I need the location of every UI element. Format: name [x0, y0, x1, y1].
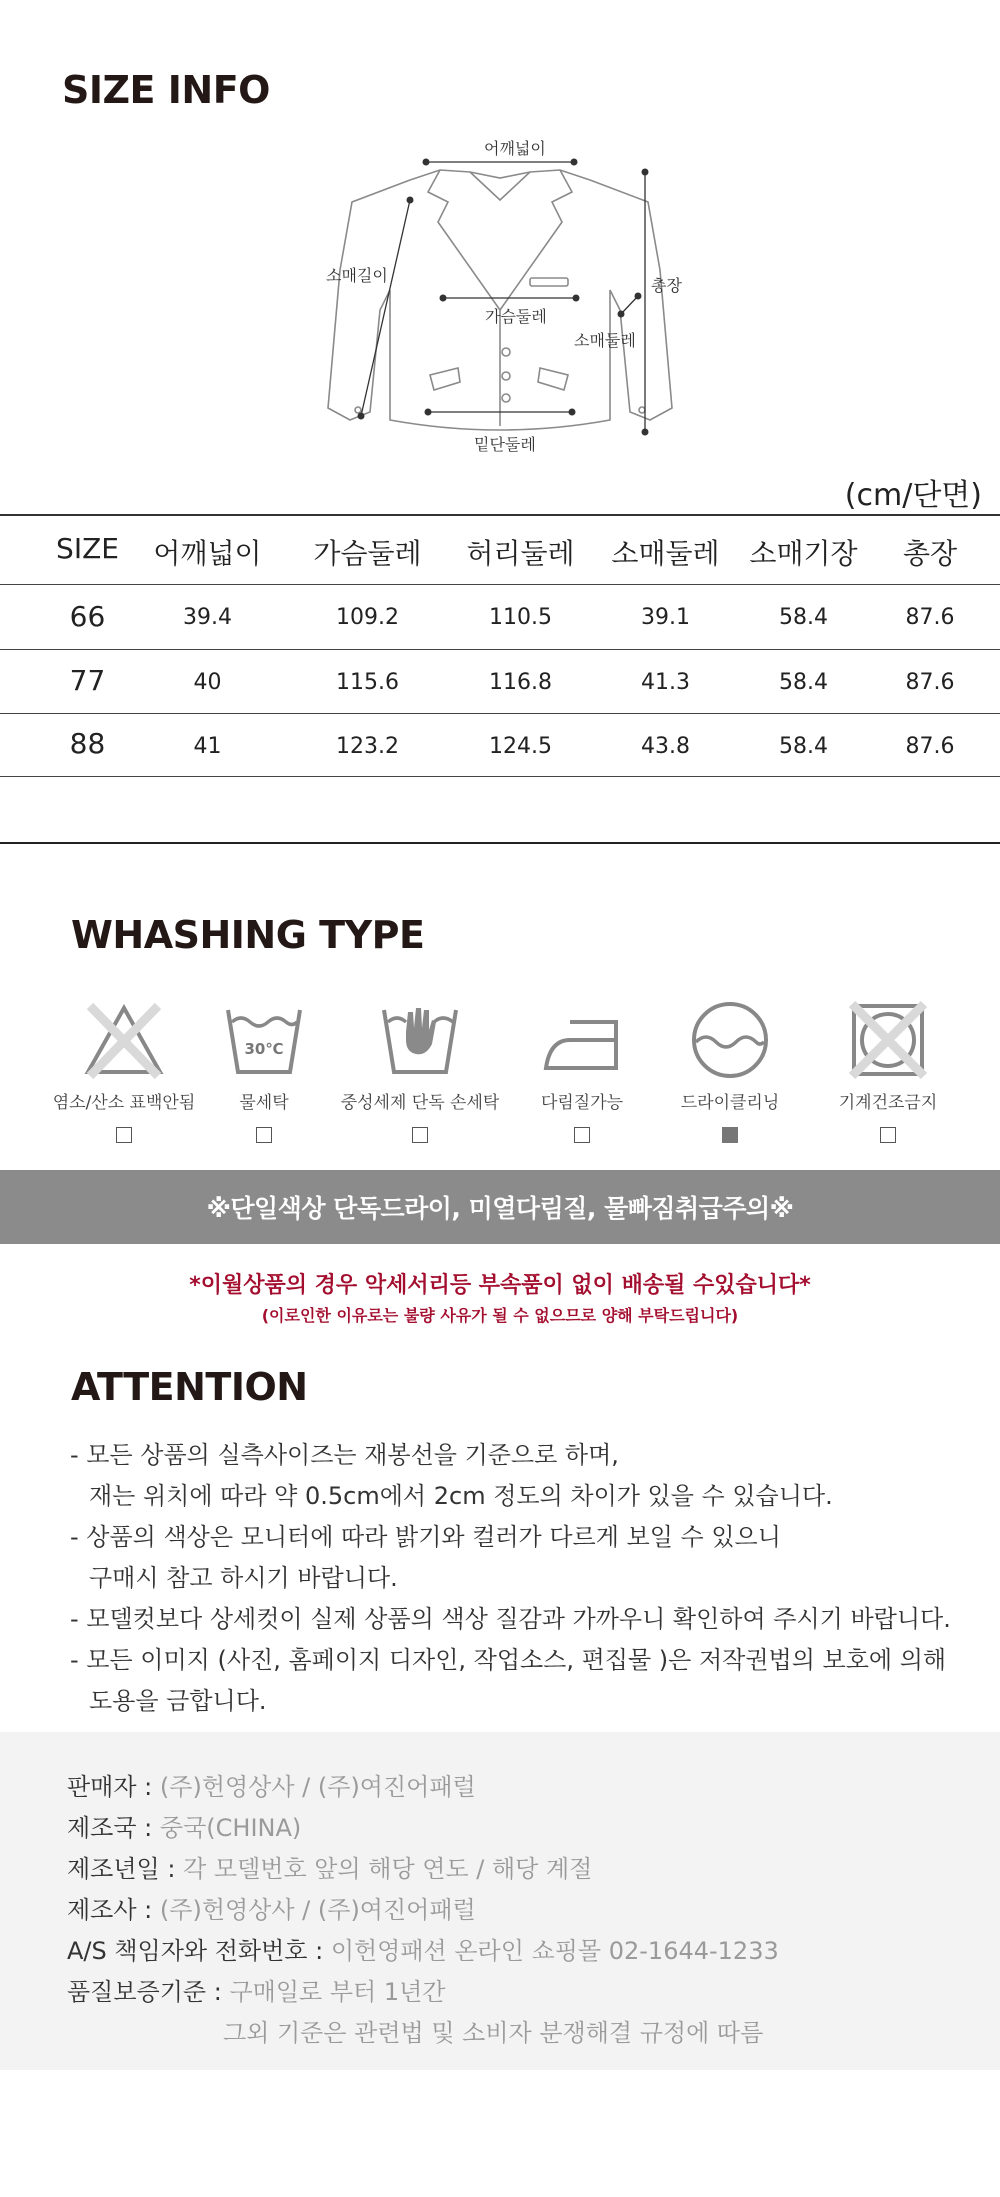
cell-size: 77 — [69, 664, 106, 697]
info-date: 제조년일 : 각 모델번호 앞의 해당 연도 / 해당 계절 — [67, 1855, 593, 1883]
info-country: 제조국 : 중국(CHINA) — [67, 1814, 302, 1842]
info-warranty-extra: 그외 기준은 관련법 및 소비자 분쟁해결 규정에 따름 — [223, 2019, 764, 2047]
cell-sleeve-circ: 43.8 — [641, 734, 690, 759]
cell-shoulder: 39.4 — [183, 605, 232, 630]
hand-wash-icon — [378, 1000, 462, 1080]
table-row — [0, 715, 1000, 777]
attention-line: - 상품의 색상은 모니터에 따라 밝기와 컬러가 다르게 보일 수 있으니 — [70, 1523, 781, 1551]
header-shoulder: 어깨넓이 — [153, 537, 262, 570]
cell-total: 87.6 — [905, 670, 955, 695]
cell-chest: 115.6 — [336, 670, 399, 695]
no-bleach-icon — [82, 1000, 166, 1080]
attention-title: ATTENTION — [71, 1365, 308, 1409]
table-row — [0, 586, 1000, 648]
cell-size: 88 — [69, 727, 106, 760]
wash-label: 다림질가능 — [540, 1093, 624, 1113]
no-tumble-dry-icon — [846, 1000, 930, 1080]
table-top-border — [0, 514, 1000, 516]
size-table-header — [0, 514, 1000, 582]
washing-title: WHASHING TYPE — [71, 913, 425, 957]
label-hem: 밑단둘레 — [474, 435, 536, 454]
cell-waist: 124.5 — [489, 734, 552, 759]
wash-checkbox[interactable] — [116, 1127, 132, 1143]
iron-icon — [540, 1000, 624, 1080]
cell-shoulder: 40 — [193, 670, 222, 695]
cell-sleeve-length: 58.4 — [779, 605, 828, 630]
wash-30-icon — [222, 1000, 306, 1080]
care-warning-banner: ※단일색상 단독드라이, 미열다림질, 물빠짐취급주의※ — [0, 1170, 1000, 1244]
cell-waist: 116.8 — [489, 670, 552, 695]
label-sleeve-circ: 소매둘레 — [574, 331, 636, 350]
notice-line-2: (이로인한 이유로는 불량 사유가 될 수 없으므로 양해 부탁드립니다) — [261, 1306, 739, 1325]
wash-label: 물세탁 — [239, 1093, 289, 1113]
attention-line: 도용을 금합니다. — [89, 1687, 267, 1715]
header-size-col: SIZE — [56, 532, 119, 565]
wash-label: 드라이클리닝 — [680, 1093, 780, 1113]
cell-total: 87.6 — [905, 605, 955, 630]
unit-label: (cm/단면) — [844, 478, 982, 513]
wash-checkbox[interactable] — [880, 1127, 896, 1143]
header-sleeve-circ: 소매둘레 — [611, 537, 720, 570]
label-chest: 가슴둘레 — [485, 307, 547, 326]
cell-sleeve-length: 58.4 — [779, 734, 828, 759]
attention-line: - 모든 이미지 (사진, 홈페이지 디자인, 작업소스, 편집물 )은 저작권법의 보호에 의해 — [70, 1646, 947, 1674]
wash-checkbox[interactable] — [574, 1127, 590, 1143]
label-sleeve-length: 소매길이 — [326, 266, 388, 285]
attention-line: - 모든 상품의 실측사이즈는 재봉선을 기준으로 하며, — [70, 1441, 619, 1469]
table-header-border — [0, 584, 1000, 585]
wash-item-no-bleach — [44, 1000, 204, 1143]
cell-total: 87.6 — [905, 734, 955, 759]
wash-label: 기계건조금지 — [838, 1093, 938, 1113]
header-waist: 허리둘레 — [466, 537, 575, 570]
cell-shoulder: 41 — [193, 734, 222, 759]
info-seller: 판매자 : (주)헌영상사 / (주)여진어패럴 — [67, 1773, 476, 1801]
cell-sleeve-circ: 39.1 — [641, 605, 690, 630]
attention-line: 재는 위치에 따라 약 0.5cm에서 2cm 정도의 차이가 있을 수 있습니다. — [89, 1482, 833, 1510]
wash-label: 염소/산소 표백안됨 — [52, 1093, 196, 1113]
notice-line-1: *이월상품의 경우 악세서리등 부속품이 없이 배송될 수있습니다* — [189, 1273, 811, 1298]
wash-temp-text: 30℃ — [244, 1040, 284, 1058]
wash-label: 중성세제 단독 손세탁 — [340, 1093, 500, 1113]
jacket-size-diagram — [310, 130, 690, 460]
cell-chest: 123.2 — [336, 734, 399, 759]
dry-clean-icon — [688, 1000, 772, 1080]
header-sleeve-length: 소매기장 — [749, 537, 858, 570]
attention-list — [70, 1435, 951, 1722]
header-total: 총장 — [902, 537, 958, 570]
label-total-length: 총장 — [651, 276, 682, 295]
wash-checkbox-checked[interactable] — [722, 1127, 738, 1143]
section-divider — [0, 842, 1000, 844]
table-row-border — [0, 649, 1000, 650]
attention-line: - 모델컷보다 상세컷이 실제 상품의 색상 질감과 가까우니 확인하여 주시기 바랍니다. — [70, 1605, 951, 1633]
wash-item-no-tumble-dry — [808, 1000, 968, 1143]
cell-sleeve-length: 58.4 — [779, 670, 828, 695]
label-shoulder: 어깨넓이 — [484, 139, 546, 158]
info-maker: 제조사 : (주)헌영상사 / (주)여진어패럴 — [67, 1896, 476, 1924]
product-info-list — [67, 1767, 779, 2054]
size-info-title: SIZE INFO — [62, 68, 270, 112]
wash-checkbox[interactable] — [256, 1127, 272, 1143]
info-warranty: 품질보증기준 : 구매일로 부터 1년간 — [67, 1978, 446, 2006]
table-row — [0, 651, 1000, 713]
wash-item-hand-wash — [340, 1000, 500, 1143]
header-chest: 가슴둘레 — [313, 537, 422, 570]
cell-sleeve-circ: 41.3 — [641, 670, 690, 695]
table-row-border — [0, 713, 1000, 714]
attention-line: 구매시 참고 하시기 바랍니다. — [89, 1564, 398, 1592]
wash-checkbox[interactable] — [412, 1127, 428, 1143]
wash-item-iron — [502, 1000, 662, 1143]
cell-chest: 109.2 — [336, 605, 399, 630]
cell-size: 66 — [69, 600, 106, 633]
wash-item-dry-clean — [650, 1000, 810, 1143]
wash-item-water-wash — [184, 1000, 344, 1143]
cell-waist: 110.5 — [489, 605, 552, 630]
info-as: A/S 책임자와 전화번호 : 이헌영패션 온라인 쇼핑몰 02-1644-1233 — [67, 1937, 779, 1965]
